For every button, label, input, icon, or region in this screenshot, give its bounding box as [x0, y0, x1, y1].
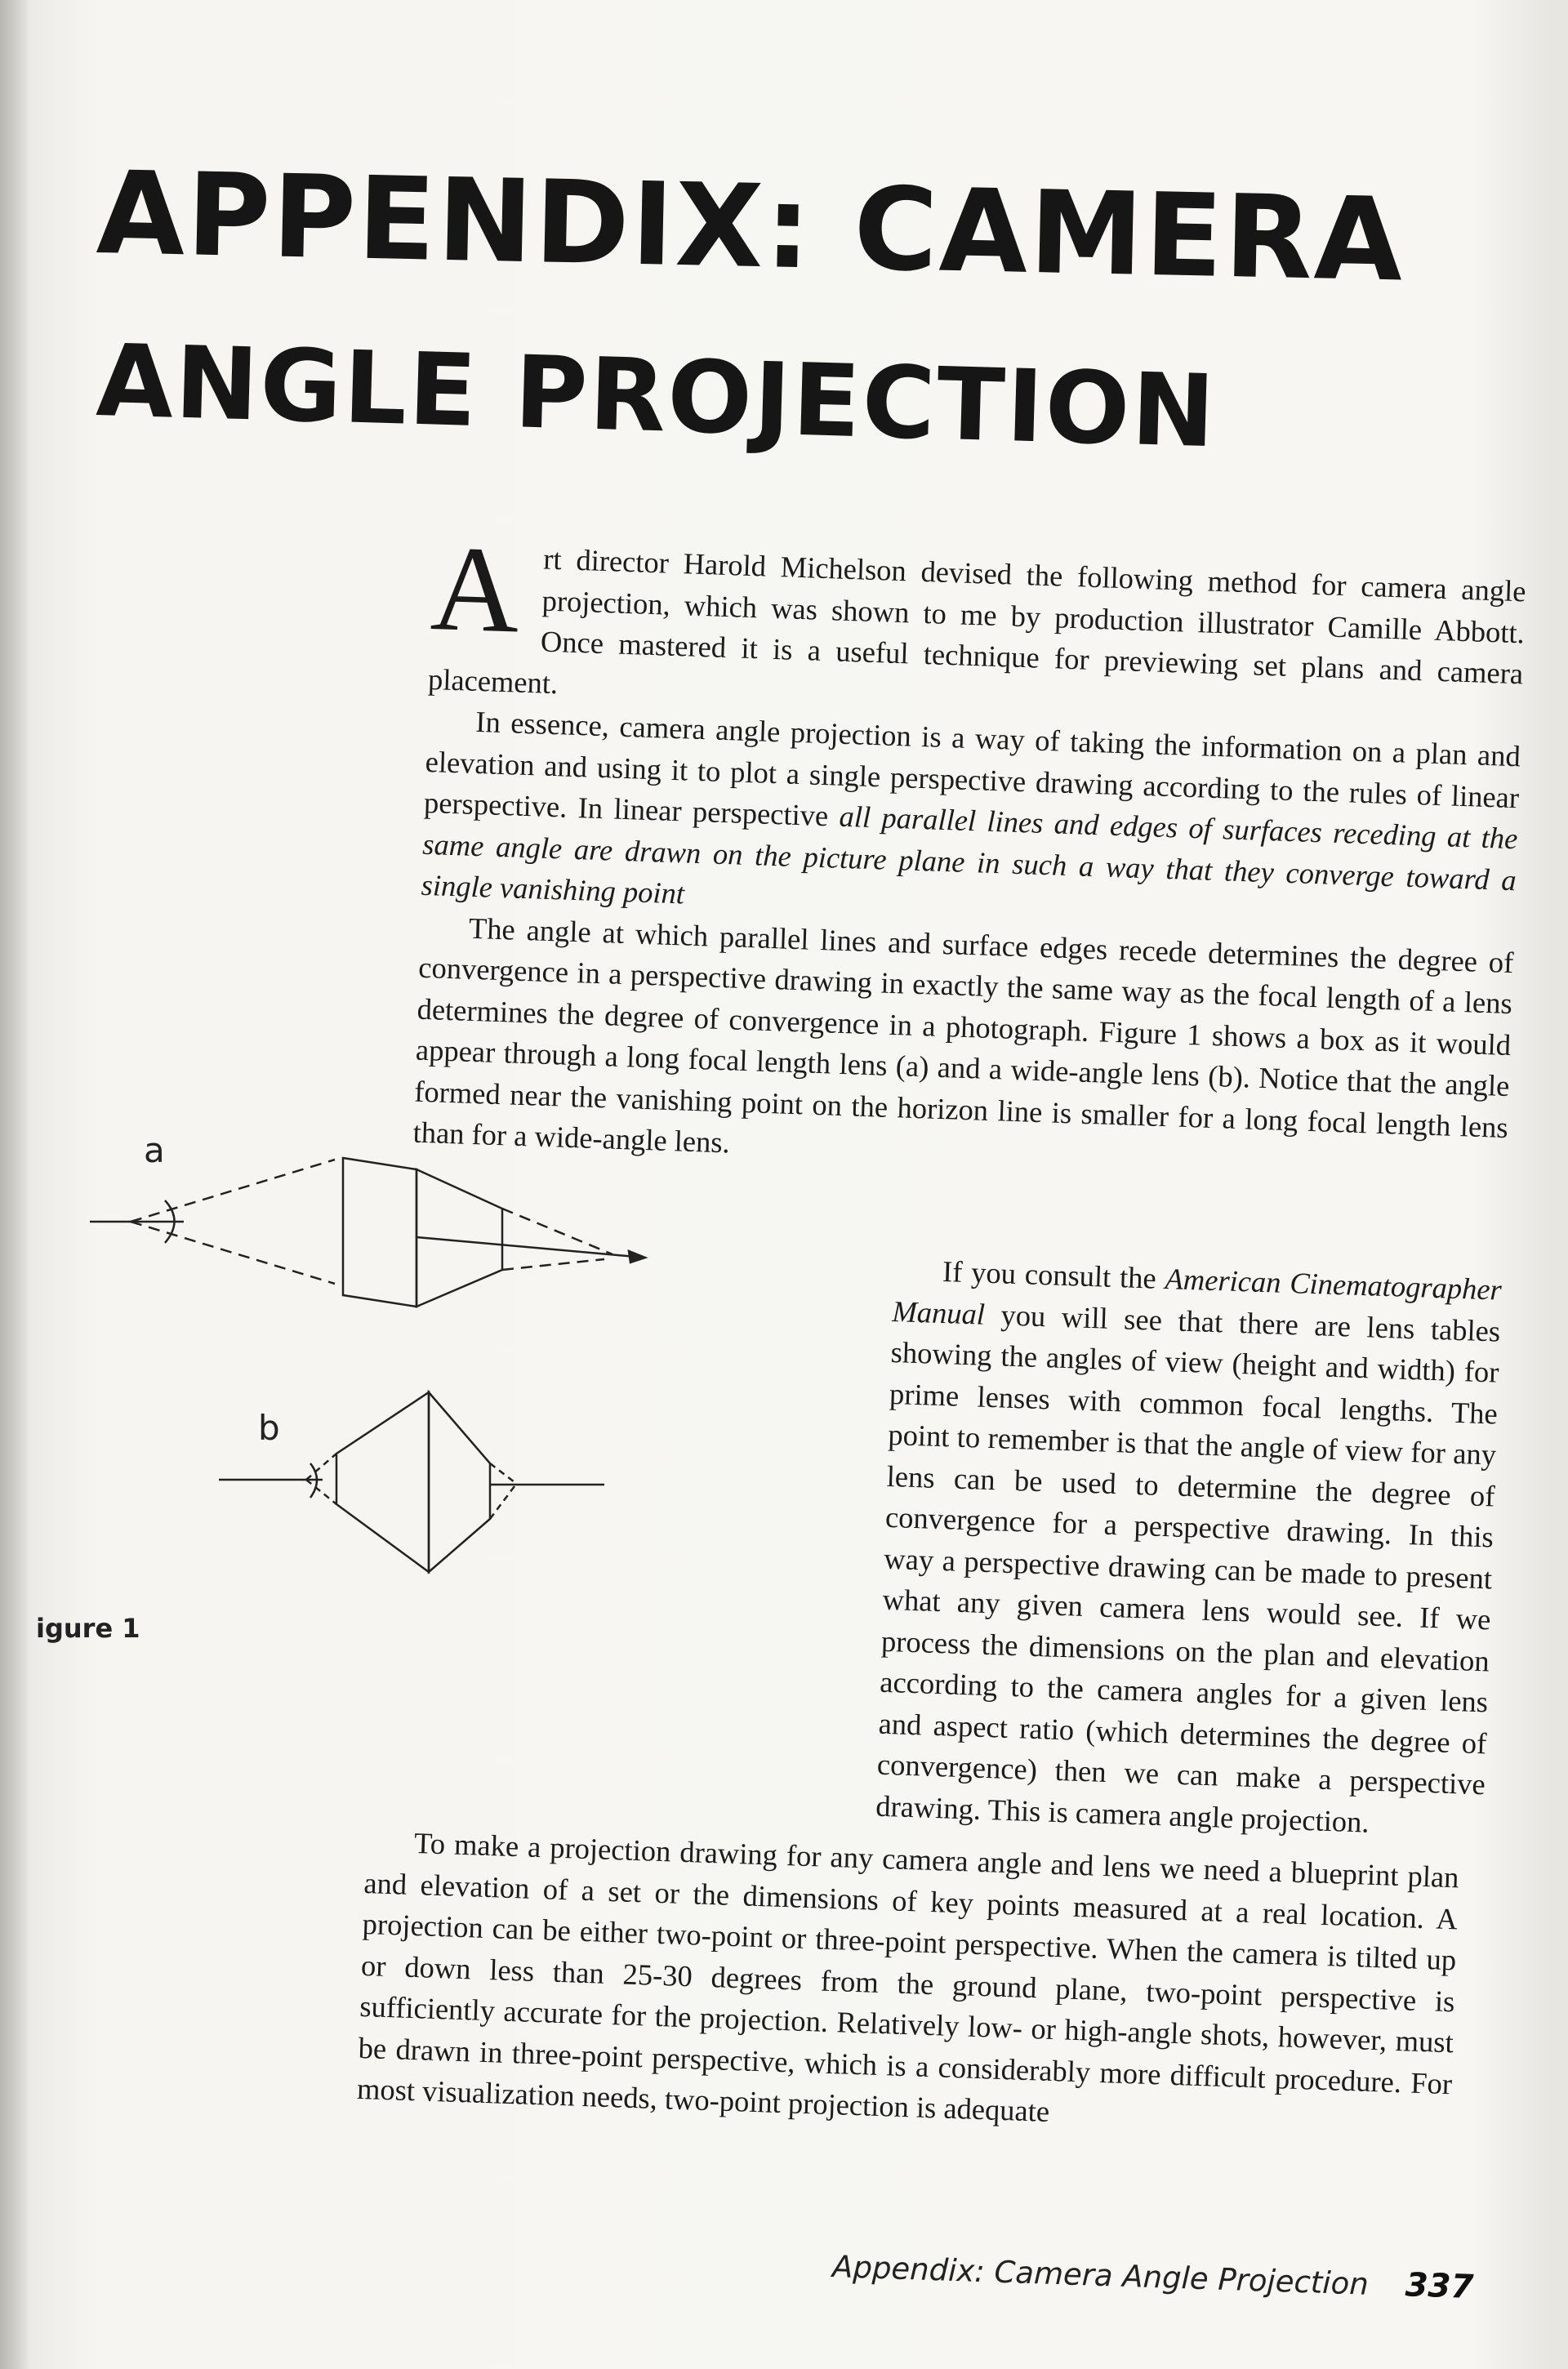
figure-1-diagram	[74, 1111, 645, 1617]
figure-caption: igure 1	[36, 1613, 140, 1644]
paragraph-4-start: If you consult the	[942, 1254, 1166, 1296]
figure-a-box-front	[343, 1158, 416, 1307]
figure-a-dashed-ray-upper	[502, 1209, 612, 1254]
paragraph-3: The angle at which parallel lines and surface edges recede determines the degree of convergence in a perspective drawing in exactly the same way as the focal length of a lens determines the degree of convergence in a photograph. Figure 1 shows a box as it would appear through a long focal length lens (a) and a wide-angle lens (b). Notice that the angle formed near the vanishing point on the horizon line is smaller for a long focal length lens than for a wide-angle lens.	[412, 911, 1515, 1160]
paragraph-5: To make a projection drawing for any camera angle and lens we need a blueprint plan and elevation of a set or the dimensions of key points measured at a real location. A projection can be either two-point or three-point perspective. When the camera is tilted up or down less than 25-30 degrees from the ground plane, two-point perspective is sufficiently accurate for the projection. Relatively low- or high-angle shots, however, must be drawn in three-point perspective, which is a considerably more difficult procedure. For most visualization needs, two-point projection is adequate	[356, 1825, 1460, 2128]
spine-shadow	[0, 0, 29, 2369]
lower-text	[356, 1821, 1459, 2146]
figure-label-a: a	[144, 1130, 165, 1170]
chapter-title-line-1: APPENDIX: CAMERA	[95, 147, 1406, 308]
running-head: Appendix: Camera Angle Projection	[831, 2248, 1370, 2302]
figure-b-box-left	[336, 1392, 429, 1572]
page-footer	[831, 2247, 1474, 2306]
paragraph-4-end: you will see that there are lens tables showing the angles of view (height and width) for prime lenses with common focal lengths. The point to remember is that the angle of view for any lens can be used to determine the degree of convergence for a perspective drawing. In this way a perspective drawing can be made to present what any given camera lens would see. If we process the dimensions on the plan and elevation according to the camera angles for a given lens and aspect ratio (which determines the degree of convergence) then we can make a perspective drawing. This is camera angle projection.	[875, 1297, 1501, 1839]
chapter-title-line-2: ANGLE PROJECTION	[95, 323, 1218, 470]
intro-text	[412, 520, 1527, 1190]
paragraph-2	[421, 700, 1521, 942]
paragraph-4	[875, 1249, 1503, 1846]
figure-label-b: b	[258, 1408, 280, 1448]
paragraph-2-italic: all parallel lines and edges of surfaces receding at the same angle are drawn on the picture plane in such a way that they converge toward a single vanishing point	[421, 799, 1519, 911]
figure-a-drawing	[90, 1158, 645, 1572]
figure-b-dashed-ray-bottom	[306, 1480, 336, 1504]
figure-a-dashed-ray-lower	[502, 1259, 604, 1270]
figure-a-dashed-ray-bottom	[131, 1222, 335, 1284]
figure-b-dashed-ray-upper	[490, 1463, 514, 1482]
paragraph-4-italic: American Cinematographer Manual	[891, 1262, 1503, 1331]
figure-a-horizon-line	[416, 1237, 645, 1258]
drop-cap: A	[429, 520, 522, 659]
figure-a-arrowhead	[629, 1251, 645, 1262]
right-column-text	[875, 1249, 1503, 1846]
paragraph-2-text: In essence, camera angle projection is a way of taking the information on a plan and elevation and using it to plot a single perspective drawing according to the rules of linear perspective. In linear perspective	[423, 704, 1521, 833]
figure-b-dashed-ray-lower	[490, 1486, 514, 1519]
figure-b-box-right	[429, 1392, 490, 1572]
paragraph-1: rt director Harold Michelson devised the following method for camera angle projection, which was shown to me by production illustrator Camille Abbott. Once mastered it is a useful technique for previewing set plans and camera placement.	[427, 541, 1527, 700]
figure-b-dashed-ray-top	[306, 1454, 336, 1480]
page-number: 337	[1405, 2266, 1474, 2307]
